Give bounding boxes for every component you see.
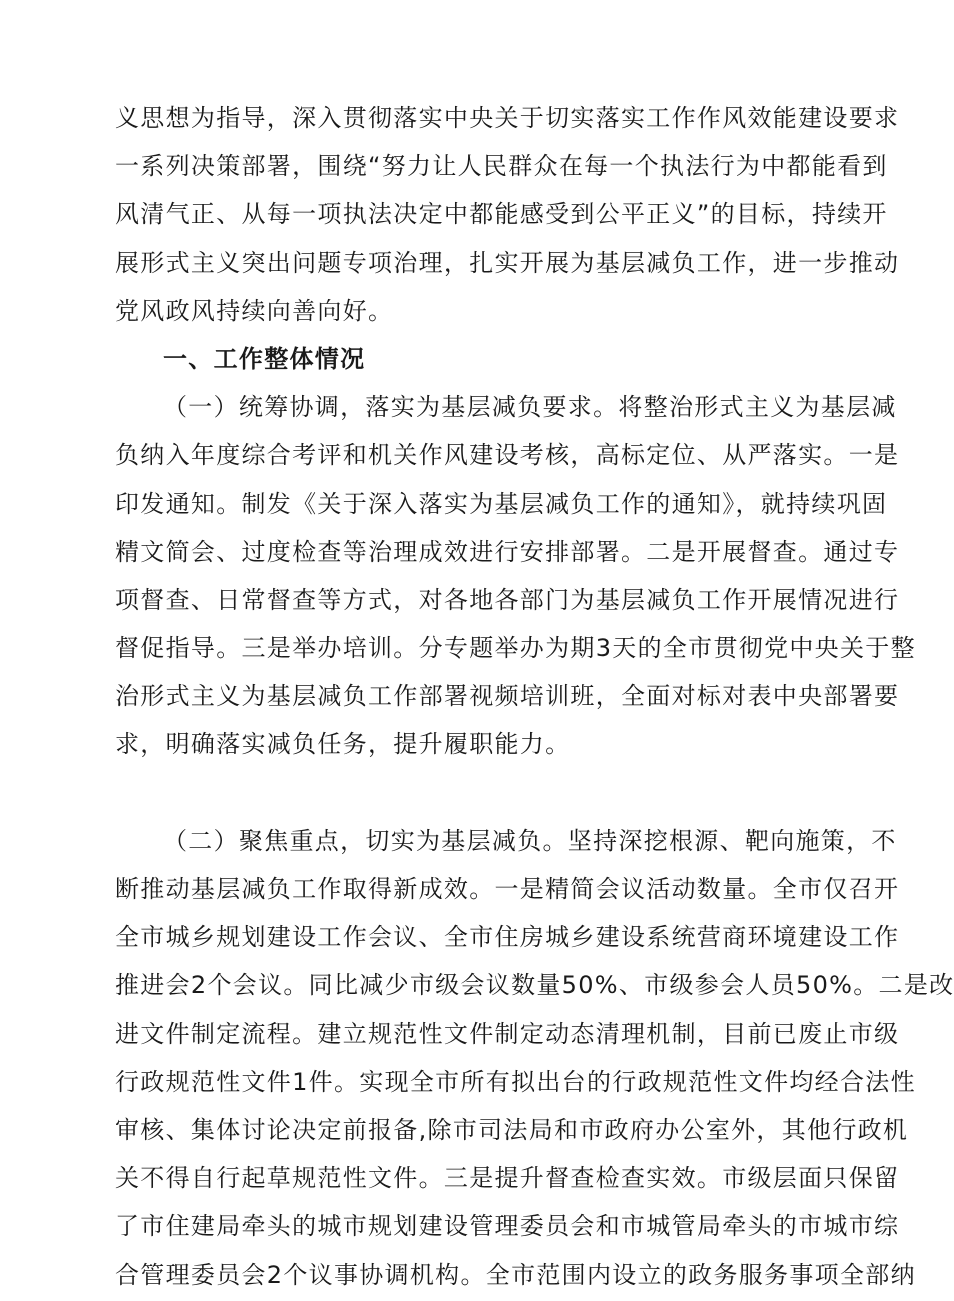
text-line: 审核、集体讨论决定前报备,除市司法局和市政府办公室外，其他行政机	[115, 1115, 909, 1144]
text-line: 项督查、日常督查等方式，对各地各部门为基层减负工作开展情况进行	[115, 585, 900, 614]
text-line: 精文简会、过度检查等治理成效进行安排部署。二是开展督查。通过专	[115, 537, 900, 566]
paragraph-part2	[115, 817, 954, 1299]
paragraph-intro	[115, 94, 900, 335]
text-line: 了市住建局牵头的城市规划建设管理委员会和市城管局牵头的市城市综	[115, 1212, 900, 1241]
text-line: 断推动基层减负工作取得新成效。一是精简会议活动数量。全市仅召开	[115, 875, 900, 903]
text-line: 展形式主义突出问题专项治理，扎实开展为基层减负工作，进一步推动	[115, 248, 900, 277]
text-line: 全市城乡规划建设工作会议、全市住房城乡建设系统营商环境建设工作	[115, 923, 900, 952]
paragraph-part1	[115, 383, 916, 769]
section-heading: 一、工作整体情况	[163, 344, 366, 373]
text-line: （二）聚焦重点，切实为基层减负。坚持深挖根源、靶向施策，不	[163, 826, 897, 855]
text-line: 合管理委员会2个议事协调机构。全市范围内设立的政务服务事项全部纳	[115, 1260, 916, 1289]
text-line: 一系列决策部署，围绕“努力让人民群众在每一个执法行为中都能看到	[115, 152, 888, 181]
text-line: 负纳入年度综合考评和机关作风建设考核，高标定位、从严落实。一是	[115, 441, 900, 470]
paragraph-spacer	[115, 769, 840, 817]
text-line: 党风政风持续向善向好。	[115, 296, 394, 325]
text-line: 督促指导。三是举办培训。分专题举办为期3天的全市贯彻党中央关于整	[115, 634, 916, 663]
text-line: 义思想为指导，深入贯彻落实中央关于切实落实工作作风效能建设要求	[115, 104, 900, 132]
text-line: 关不得自行起草规范性文件。三是提升督查检查实效。市级层面只保留	[115, 1164, 900, 1193]
text-line: 推进会2个会议。同比减少市级会议数量50%、市级参会人员50%。二是改	[115, 971, 954, 1000]
text-line: 印发通知。制发《关于深入落实为基层减负工作的通知》，就持续巩固	[115, 489, 888, 518]
text-line: 进文件制定流程。建立规范性文件制定动态清理机制，目前已废止市级	[115, 1019, 900, 1048]
text-line: 行政规范性文件1件。实现全市所有拟出台的行政规范性文件均经合法性	[115, 1067, 916, 1096]
text-line: 风清气正、从每一项执法决定中都能感受到公平正义”的目标，持续开	[115, 200, 888, 229]
document-body	[115, 94, 954, 1299]
text-line: 治形式主义为基层减负工作部署视频培训班，全面对标对表中央部署要	[115, 682, 900, 711]
text-line: （一）统筹协调，落实为基层减负要求。将整治形式主义为基层减	[163, 393, 897, 422]
text-line: 求，明确落实减负任务，提升履职能力。	[115, 730, 571, 759]
